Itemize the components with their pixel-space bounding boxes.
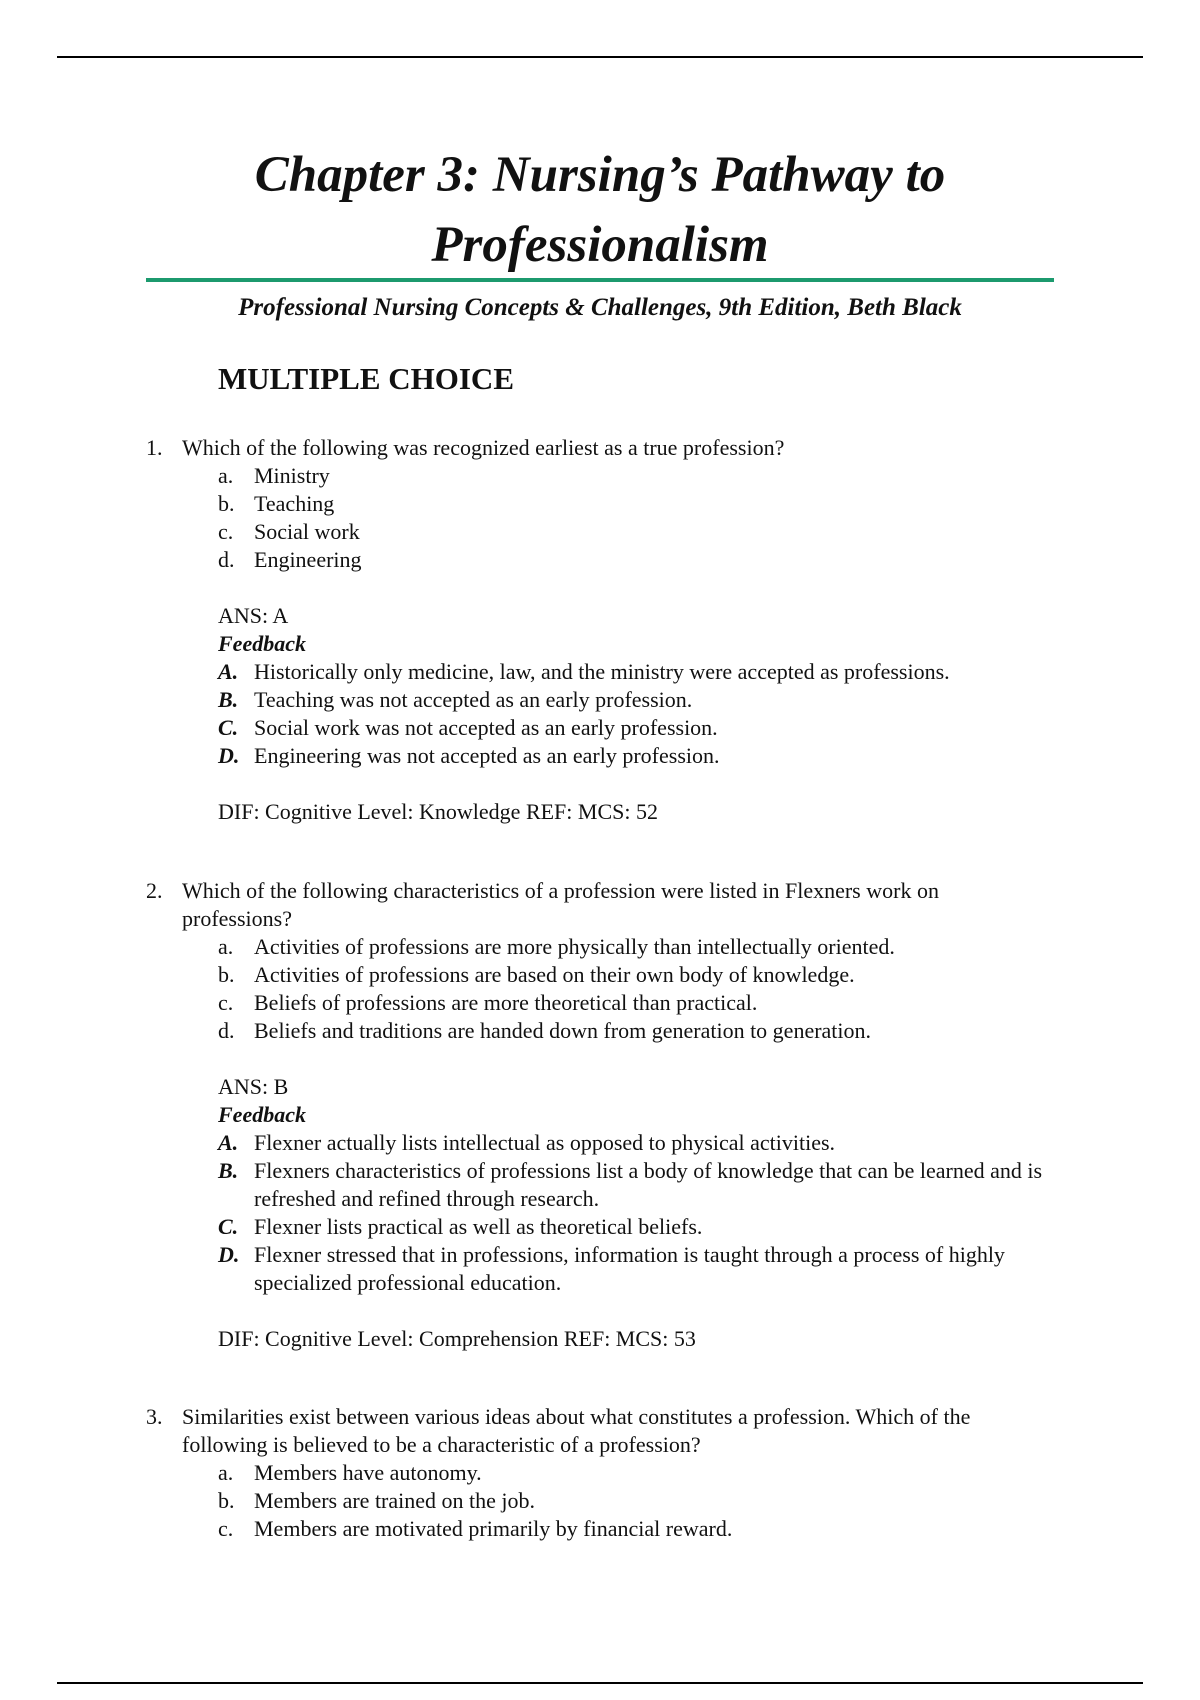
feedback-letter: A. bbox=[218, 1130, 239, 1155]
question-stem bbox=[0, 1403, 1052, 1459]
top-rule bbox=[57, 56, 1143, 58]
option bbox=[0, 1017, 1054, 1045]
answer-key: ANS: B bbox=[218, 1074, 289, 1099]
option-letter: b. bbox=[218, 491, 235, 516]
feedback-heading: Feedback bbox=[218, 631, 306, 656]
option bbox=[0, 546, 1054, 574]
option-list bbox=[0, 462, 1200, 574]
feedback-letter: D. bbox=[218, 743, 240, 768]
feedback-text: Historically only medicine, law, and the ministry were accepted as professions. bbox=[254, 659, 950, 684]
option-text: Teaching bbox=[254, 491, 335, 516]
question-number: 1. bbox=[146, 435, 163, 460]
option-letter: b. bbox=[218, 962, 235, 987]
option-text: Members have autonomy. bbox=[254, 1460, 482, 1485]
section-heading: MULTIPLE CHOICE bbox=[218, 361, 514, 396]
question-stem bbox=[0, 434, 1052, 462]
difficulty-ref: DIF: Cognitive Level: Comprehension REF: MCS: 53 bbox=[218, 1326, 696, 1351]
option-text: Activities of professions are more physically than intellectually oriented. bbox=[254, 934, 895, 959]
feedback-letter: B. bbox=[218, 1158, 239, 1183]
feedback-item bbox=[0, 1157, 1044, 1213]
option-letter: c. bbox=[218, 1516, 234, 1541]
option-text: Activities of professions are based on their own body of knowledge. bbox=[254, 962, 855, 987]
option-letter: d. bbox=[218, 547, 235, 572]
question-number: 2. bbox=[146, 878, 163, 903]
feedback-item bbox=[0, 686, 1044, 714]
option-letter: a. bbox=[218, 463, 234, 488]
option bbox=[0, 490, 1054, 518]
option-letter: a. bbox=[218, 934, 234, 959]
question-text: Which of the following characteristics of a profession were listed in Flexners work on professions? bbox=[182, 878, 939, 931]
option-letter: c. bbox=[218, 519, 234, 544]
option-list bbox=[0, 1459, 1200, 1543]
feedback-item bbox=[0, 658, 1044, 686]
option-list bbox=[0, 933, 1200, 1045]
feedback-list bbox=[0, 658, 1200, 770]
option-text: Beliefs of professions are more theoretical than practical. bbox=[254, 990, 758, 1015]
feedback-letter: A. bbox=[218, 659, 239, 684]
feedback-text: Engineering was not accepted as an early profession. bbox=[254, 743, 720, 768]
book-subtitle: Professional Nursing Concepts & Challenges, 9th Edition, Beth Black bbox=[238, 294, 962, 321]
option bbox=[0, 989, 1054, 1017]
option bbox=[0, 961, 1054, 989]
title-line-1: Chapter 3: Nursing’s Pathway to bbox=[254, 147, 946, 203]
feedback-text: Social work was not accepted as an early profession. bbox=[254, 715, 718, 740]
question-2 bbox=[0, 877, 1200, 1353]
option-text: Ministry bbox=[254, 463, 330, 488]
feedback-heading: Feedback bbox=[218, 1102, 306, 1127]
question-stem bbox=[0, 877, 1052, 933]
option-text: Members are trained on the job. bbox=[254, 1488, 536, 1513]
option-letter: c. bbox=[218, 990, 234, 1015]
feedback-item bbox=[0, 1241, 1044, 1297]
feedback-list bbox=[0, 1129, 1200, 1297]
feedback-text: Flexner actually lists intellectual as opposed to physical activities. bbox=[254, 1130, 836, 1155]
feedback-item bbox=[0, 1213, 1044, 1241]
feedback-letter: D. bbox=[218, 1242, 240, 1267]
feedback-letter: C. bbox=[218, 715, 239, 740]
feedback-item bbox=[0, 1129, 1044, 1157]
feedback-text: Flexners characteristics of professions list a body of knowledge that can be learned and is refreshed and refined through research. bbox=[254, 1158, 1043, 1211]
option-text: Engineering bbox=[254, 547, 362, 572]
option-letter: a. bbox=[218, 1460, 234, 1485]
feedback-letter: B. bbox=[218, 687, 239, 712]
option bbox=[0, 1515, 1054, 1543]
option-text: Members are motivated primarily by financial reward. bbox=[254, 1516, 733, 1541]
title-underline bbox=[146, 278, 1054, 282]
feedback-text: Teaching was not accepted as an early profession. bbox=[254, 687, 693, 712]
question-text: Similarities exist between various ideas about what constitutes a profession. Which of the following is believed to be a characteristic of a profession? bbox=[182, 1404, 971, 1457]
feedback-text: Flexner stressed that in professions, information is taught through a process of highly specialized professional education. bbox=[254, 1242, 1005, 1295]
option bbox=[0, 1459, 1054, 1487]
option-text: Social work bbox=[254, 519, 360, 544]
option-letter: b. bbox=[218, 1488, 235, 1513]
option-letter: d. bbox=[218, 1018, 235, 1043]
page-title bbox=[146, 140, 1054, 280]
option bbox=[0, 518, 1054, 546]
feedback-letter: C. bbox=[218, 1214, 239, 1239]
question-number: 3. bbox=[146, 1404, 163, 1429]
option bbox=[0, 1487, 1054, 1515]
answer-key: ANS: A bbox=[218, 603, 289, 628]
option-text: Beliefs and traditions are handed down from generation to generation. bbox=[254, 1018, 872, 1043]
question-text: Which of the following was recognized earliest as a true profession? bbox=[182, 435, 785, 460]
feedback-item bbox=[0, 714, 1044, 742]
difficulty-ref: DIF: Cognitive Level: Knowledge REF: MCS: 52 bbox=[218, 799, 658, 824]
option bbox=[0, 462, 1054, 490]
option bbox=[0, 933, 1054, 961]
question-3 bbox=[0, 1403, 1200, 1543]
bottom-rule bbox=[57, 1682, 1143, 1684]
feedback-text: Flexner lists practical as well as theoretical beliefs. bbox=[254, 1214, 703, 1239]
question-1 bbox=[0, 434, 1200, 826]
feedback-item bbox=[0, 742, 1044, 770]
title-line-2: Professionalism bbox=[431, 217, 769, 273]
